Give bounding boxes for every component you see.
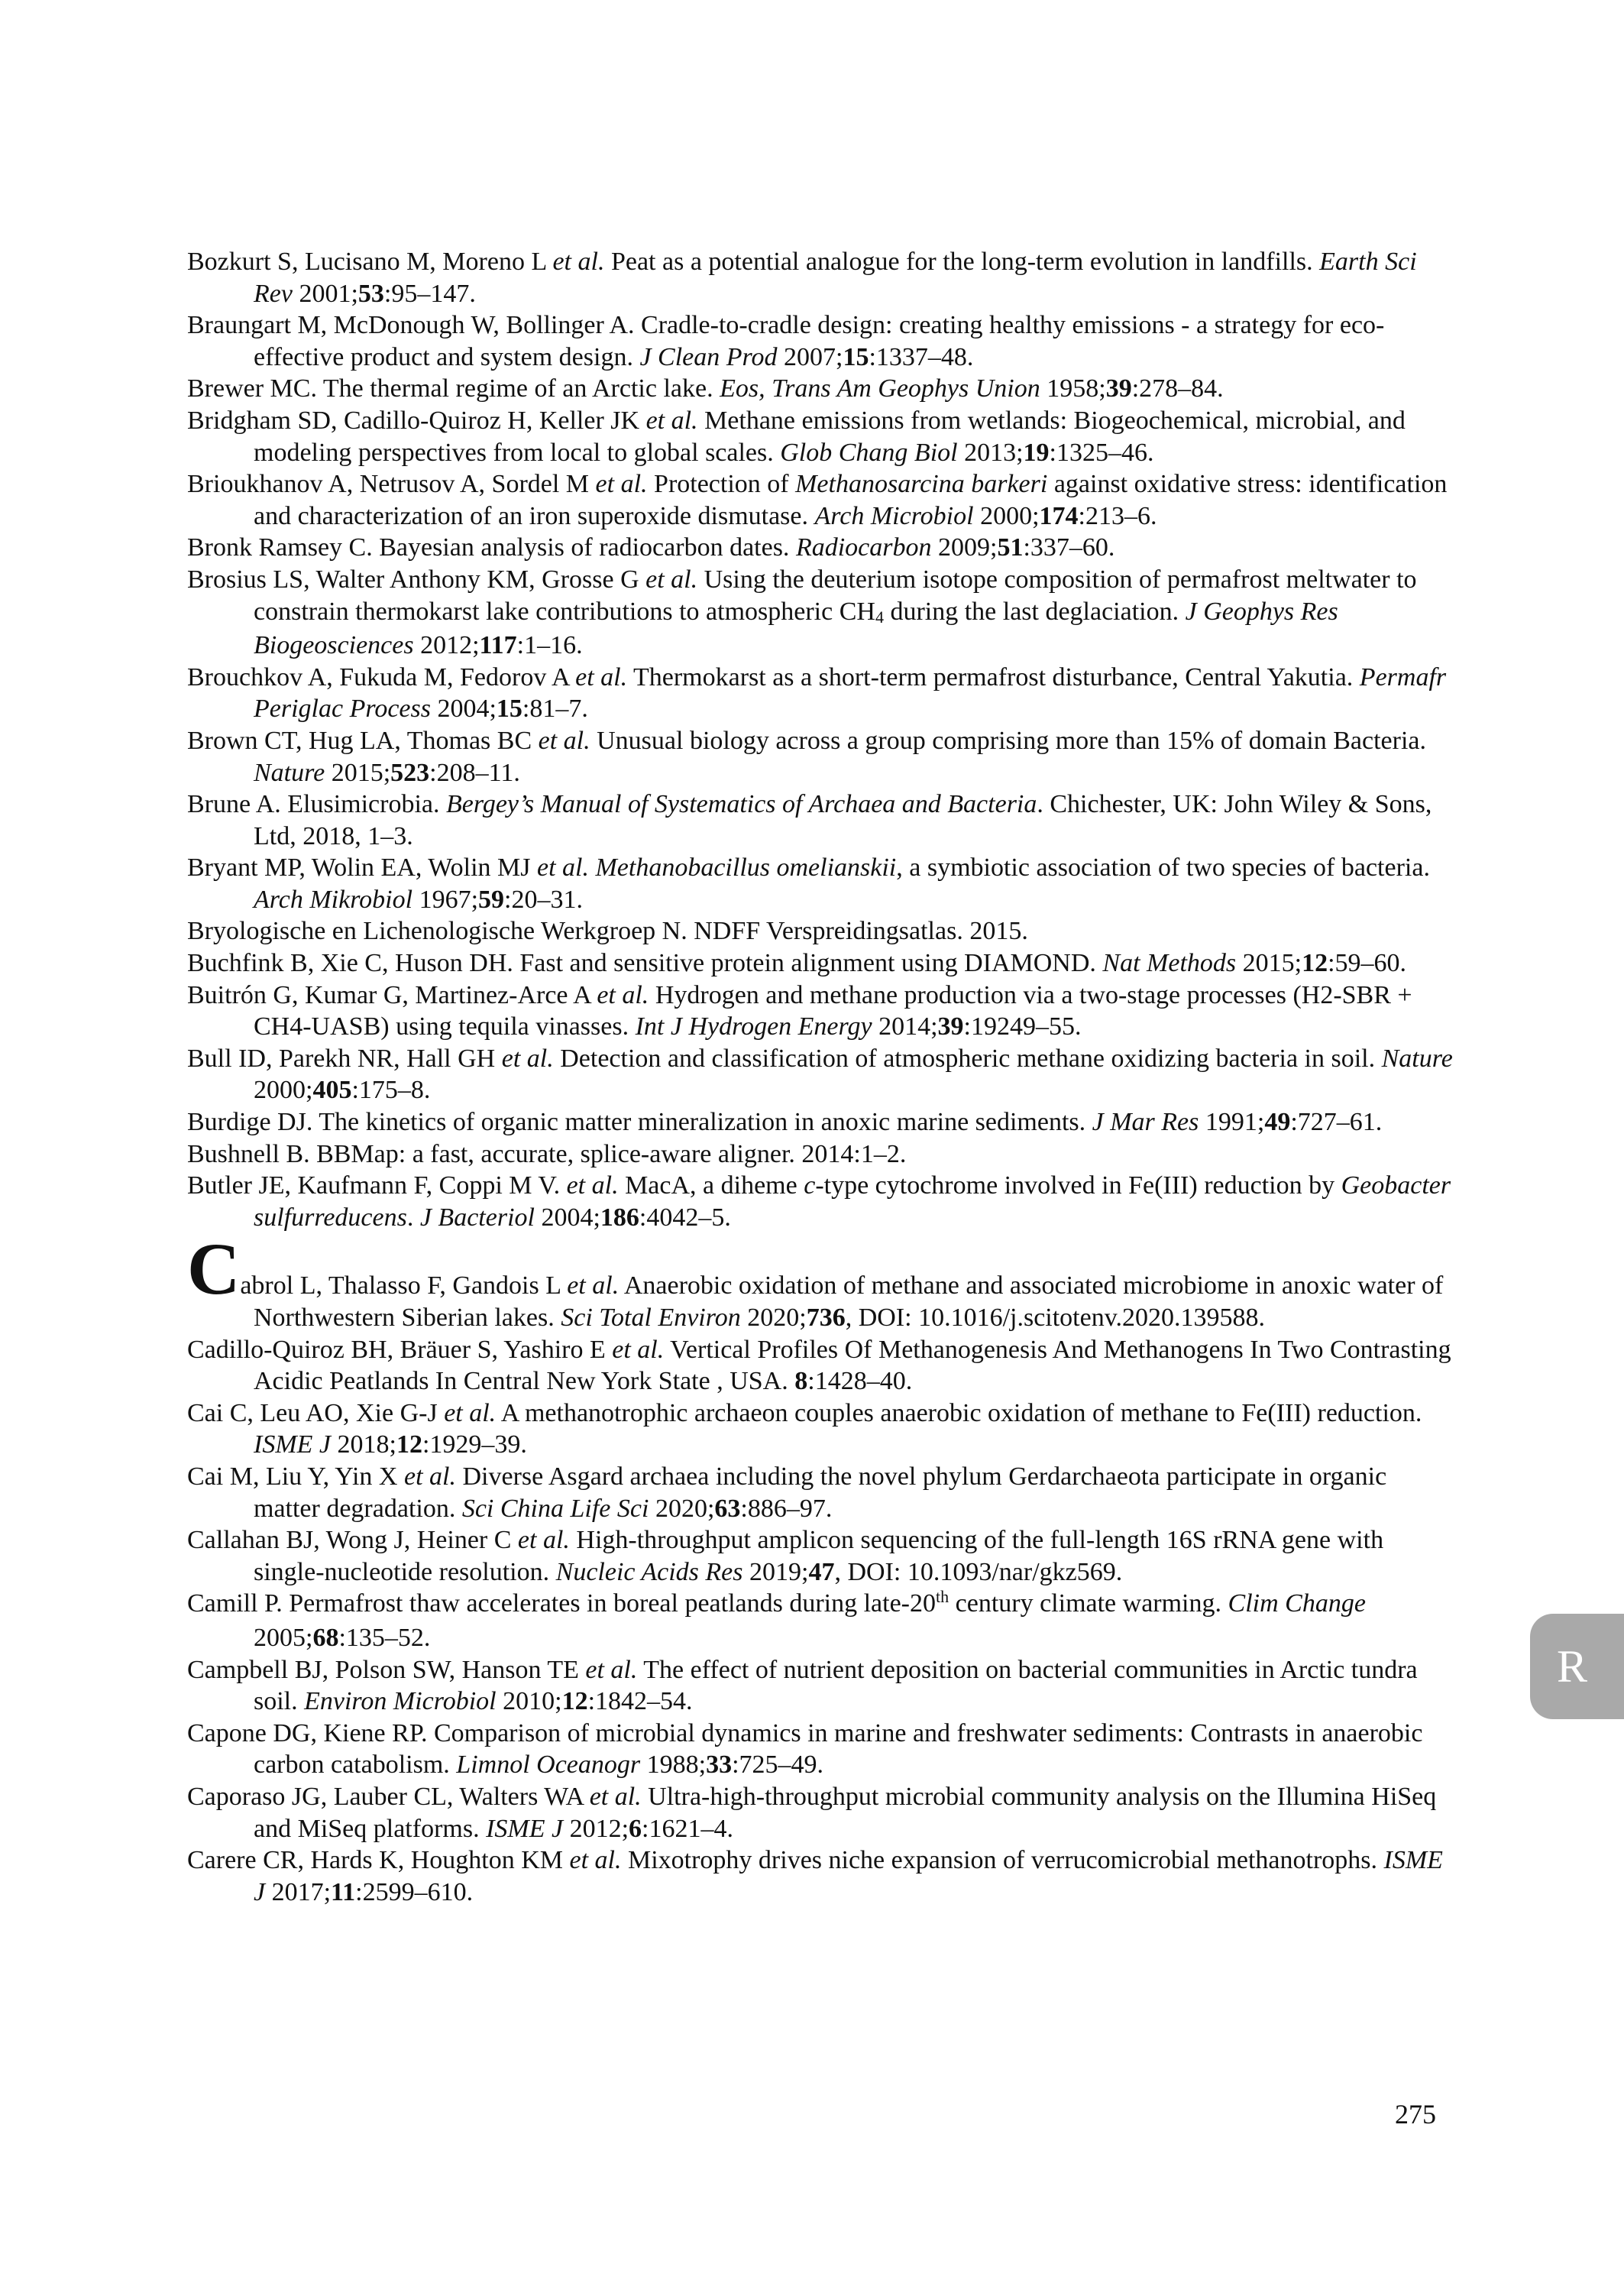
reference-text: 523: [390, 758, 430, 787]
reference-text: Unusual biology across a group comprising more than 15% of domain Bacteria.: [590, 726, 1426, 755]
reference-text: :59–60.: [1328, 949, 1407, 978]
reference-text: 1958;: [1040, 374, 1106, 403]
reference-entry: [187, 1334, 1455, 1397]
reference-text: 63: [714, 1494, 741, 1523]
reference-text: ISME J: [254, 1430, 332, 1459]
reference-text: et al.: [612, 1335, 665, 1364]
reference-text: Thermokarst as a short-term permafrost disturbance, Central Yakutia.: [627, 662, 1360, 691]
reference-text: Hydrogen and methane production via a two-stage processes (H2-SBR + CH4-UASB) using tequila vinasses.: [254, 980, 1412, 1041]
reference-text: Detection and classification of atmospheric methane oxidizing bacteria in soil.: [553, 1044, 1382, 1073]
reference-text: :208–11.: [429, 758, 520, 787]
reference-text: 12: [561, 1687, 588, 1716]
reference-entry: [187, 980, 1455, 1043]
reference-text: :1325–46.: [1049, 438, 1154, 467]
reference-text: A methanotrophic archaeon couples anaerobic oxidation of methane to Fe(III) reduction.: [496, 1398, 1422, 1427]
reference-text: Bushnell B. BBMap: a fast, accurate, splice-aware aligner. 2014:1–2.: [187, 1139, 907, 1168]
reference-text: Radiocarbon: [795, 533, 932, 562]
reference-text: et al.: [645, 406, 698, 435]
reference-text: , DOI: 10.1016/j.scitotenv.2020.139588.: [845, 1304, 1265, 1332]
reference-text: , DOI: 10.1093/nar/gkz569.: [834, 1557, 1123, 1586]
reference-text: 2009;: [931, 533, 998, 562]
reference-entry: [187, 309, 1455, 373]
reference-text: Carere CR, Hards K, Houghton KM: [187, 1846, 570, 1875]
reference-text: 59: [478, 885, 505, 914]
reference-text: Arch Microbiol: [814, 501, 974, 530]
reference-entry: [187, 1718, 1455, 1781]
reference-text: High-throughput amplicon sequencing of the full-length 16S rRNA gene with single-nucleotide resolution.: [254, 1526, 1384, 1586]
reference-text: :1428–40.: [807, 1367, 913, 1396]
reference-entry: [187, 1524, 1455, 1588]
reference-text: Eos, Trans Am Geophys Union: [720, 374, 1040, 403]
reference-text: J Bacteriol: [419, 1203, 535, 1232]
reference-text: C: [187, 1228, 241, 1310]
reference-text: :886–97.: [740, 1494, 833, 1523]
reference-text: 4: [875, 607, 884, 627]
reference-entry: [187, 564, 1455, 662]
reference-text: 2012;: [413, 631, 480, 660]
reference-text: 2020;: [740, 1304, 807, 1332]
reference-text: Bryant MP, Wolin EA, Wolin MJ: [187, 853, 537, 883]
reference-text: 33: [706, 1751, 733, 1780]
reference-entry: [187, 246, 1455, 309]
reference-text: 174: [1039, 501, 1079, 530]
reference-text: :2599–610.: [355, 1877, 474, 1906]
reference-text: 11: [331, 1877, 356, 1906]
reference-text: Geobacter sulfurreducens: [254, 1171, 1451, 1232]
reference-text: et al.: [501, 1044, 554, 1073]
reference-entry: [187, 1588, 1455, 1653]
reference-entry: [187, 1043, 1455, 1106]
reference-text: :20–31.: [504, 885, 583, 914]
reference-text: 2004;: [534, 1203, 600, 1232]
reference-text: th: [936, 1587, 949, 1607]
reference-text: Brouchkov A, Fukuda M, Fedorov A: [187, 662, 576, 691]
reference-list: [187, 246, 1455, 1908]
reference-entry: [187, 852, 1455, 915]
reference-text: et al.: [569, 1846, 622, 1875]
reference-text: et al.: [537, 853, 589, 883]
reference-text: 2018;: [331, 1430, 396, 1459]
reference-text: 2005;: [254, 1623, 313, 1652]
reference-entry: [187, 1781, 1455, 1844]
reference-entry: [187, 1844, 1455, 1908]
reference-text: 49: [1264, 1108, 1291, 1137]
reference-entry: [187, 1138, 1455, 1171]
reference-text: 15: [843, 342, 869, 371]
section-tab: [1530, 1614, 1624, 1719]
reference-text: Nature: [254, 758, 325, 787]
reference-text: Peat as a potential analogue for the long-term evolution in landfills.: [604, 248, 1320, 276]
reference-text: 68: [312, 1623, 339, 1652]
reference-text: 47: [808, 1557, 835, 1586]
reference-text: Braungart M, McDonough W, Bollinger A. Cradle-to-cradle design: creating healthy emissions - a strategy for eco-effective product and system design.: [187, 311, 1385, 371]
reference-text: Glob Chang Biol: [780, 438, 958, 467]
reference-entry: [187, 1170, 1455, 1233]
reference-text: Brewer MC. The thermal regime of an Arctic lake.: [187, 374, 720, 403]
reference-text: 51: [997, 533, 1024, 562]
reference-entry: [187, 532, 1455, 564]
reference-text: et al.: [404, 1462, 456, 1491]
reference-text: Nucleic Acids Res: [555, 1557, 743, 1586]
reference-entry: [187, 789, 1455, 852]
reference-entry: [187, 725, 1455, 789]
reference-text: Brune A. Elusimicrobia.: [187, 790, 447, 819]
reference-text: :1621–4.: [642, 1814, 733, 1843]
reference-text: J Clean Prod: [639, 342, 778, 371]
reference-text: Cadillo-Quiroz BH, Bräuer S, Yashiro E: [187, 1335, 613, 1364]
reference-text: et al.: [585, 1655, 638, 1684]
reference-text: :213–6.: [1078, 501, 1157, 530]
reference-text: . Chichester, UK: John Wiley & Sons, Ltd, 2018, 1–3.: [254, 790, 1432, 850]
reference-text: Sci Total Environ: [561, 1304, 741, 1332]
reference-text: Methanosarcina barkeri: [795, 470, 1048, 499]
reference-text: 2015;: [325, 758, 391, 787]
reference-text: :725–49.: [732, 1751, 824, 1780]
reference-text: Caporaso JG, Lauber CL, Walters WA: [187, 1782, 590, 1811]
reference-text: abrol L, Thalasso F, Gandois L: [240, 1271, 568, 1300]
reference-text: 186: [600, 1203, 639, 1232]
reference-text: :337–60.: [1023, 533, 1115, 562]
reference-text: Vertical Profiles Of Methanogenesis And Methanogens In Two Contrasting Acidic Peatlands In Central New York State , USA.: [254, 1335, 1451, 1396]
reference-text: et al.: [538, 726, 590, 755]
reference-text: Cai M, Liu Y, Yin X: [187, 1462, 404, 1491]
reference-text: 2004;: [430, 695, 497, 724]
reference-text: Capone DG, Kiene RP. Comparison of microbial dynamics in marine and freshwater sediments: Contrasts in anaerobic carbon catabolism.: [187, 1718, 1423, 1780]
reference-text: .: [406, 1203, 420, 1232]
reference-text: Clim Change: [1228, 1589, 1366, 1618]
reference-text: et al.: [645, 565, 698, 594]
reference-text: Brown CT, Hug LA, Thomas BC: [187, 726, 539, 755]
reference-text: 117: [479, 631, 517, 660]
reference-text: 2015;: [1236, 949, 1302, 978]
reference-text: Environ Microbiol: [304, 1687, 497, 1716]
reference-text: et al.: [566, 1171, 619, 1200]
reference-entry: [187, 1228, 1455, 1333]
reference-text: Bryologische en Lichenologische Werkgroep N. NDFF Verspreidingsatlas. 2015.: [187, 917, 1028, 946]
reference-text: MacA, a diheme: [618, 1171, 804, 1200]
reference-entry: [187, 662, 1455, 725]
reference-text: 736: [806, 1304, 846, 1332]
reference-entry: [187, 1106, 1455, 1138]
reference-text: 53: [357, 279, 384, 308]
reference-text: Earth Sci Rev: [254, 248, 1417, 308]
reference-text: Buchfink B, Xie C, Huson DH. Fast and sensitive protein alignment using DIAMOND.: [187, 949, 1103, 978]
reference-text: 1988;: [640, 1751, 707, 1780]
reference-text: et al.: [552, 248, 605, 276]
reference-text: against oxidative stress: identification and characterization of an iron superoxide dismutase.: [254, 470, 1448, 530]
reference-text: Anaerobic oxidation of methane and associated microbiome in anoxic water of Northwestern Siberian lakes.: [254, 1271, 1444, 1332]
reference-text: :135–52.: [338, 1623, 431, 1652]
reference-text: Campbell BJ, Polson SW, Hanson TE: [187, 1655, 586, 1684]
reference-text: Brosius LS, Walter Anthony KM, Grosse G: [187, 565, 646, 594]
reference-text: Arch Mikrobiol: [254, 885, 413, 914]
reference-text: Sci China Life Sci: [461, 1494, 649, 1523]
reference-text: century climate warming.: [949, 1589, 1228, 1618]
reference-text: 2017;: [265, 1877, 332, 1906]
reference-text: :81–7.: [522, 695, 588, 724]
reference-text: Nat Methods: [1102, 949, 1237, 978]
reference-text: Methane emissions from wetlands: Biogeochemical, microbial, and modeling perspectives from local to global scales.: [254, 406, 1406, 467]
reference-entry: [187, 1461, 1455, 1524]
reference-entry: [187, 1654, 1455, 1718]
reference-text: :4042–5.: [639, 1203, 731, 1232]
reference-text: The effect of nutrient deposition on bacterial communities in Arctic tundra soil.: [254, 1655, 1418, 1716]
reference-text: :19249–55.: [963, 1012, 1082, 1041]
reference-entry: [187, 1397, 1455, 1461]
reference-text: Bronk Ramsey C. Bayesian analysis of radiocarbon dates.: [187, 533, 796, 562]
reference-text: et al.: [517, 1526, 570, 1555]
reference-text: 39: [1105, 374, 1132, 403]
reference-text: et al.: [589, 1782, 642, 1811]
reference-text: 2014;: [872, 1012, 938, 1041]
reference-text: :1–16.: [516, 631, 583, 660]
reference-text: :175–8.: [351, 1076, 431, 1105]
reference-text: 1967;: [412, 885, 479, 914]
reference-text: :1929–39.: [422, 1430, 527, 1459]
reference-text: 2000;: [973, 501, 1040, 530]
reference-text: 8: [794, 1367, 808, 1396]
reference-text: J Mar Res: [1092, 1108, 1199, 1137]
reference-text: Nature: [1381, 1044, 1453, 1073]
reference-text: Cai C, Leu AO, Xie G-J: [187, 1398, 445, 1427]
reference-text: during the last deglaciation.: [883, 597, 1186, 626]
reference-text: 405: [312, 1076, 352, 1105]
reference-text: :278–84.: [1131, 374, 1224, 403]
reference-text: 2013;: [957, 438, 1024, 467]
reference-text: Burdige DJ. The kinetics of organic matter mineralization in anoxic marine sediments.: [187, 1108, 1092, 1137]
reference-text: J Geophys Res Biogeosciences: [254, 597, 1338, 660]
reference-text: 2010;: [496, 1687, 562, 1716]
reference-text: 15: [496, 695, 522, 724]
reference-entry: [187, 468, 1455, 532]
reference-text: :1337–48.: [869, 342, 974, 371]
page-number: 275: [1395, 2099, 1436, 2129]
reference-text: 2000;: [254, 1076, 313, 1105]
reference-text: :1842–54.: [587, 1687, 693, 1716]
reference-text: , a symbiotic association of two species of bacteria.: [896, 853, 1430, 883]
reference-text: 39: [937, 1012, 964, 1041]
reference-text: Diverse Asgard archaea including the novel phylum Gerdarchaeota participate in organic matter degradation.: [254, 1462, 1387, 1523]
section-tab-letter: R: [1557, 1640, 1588, 1692]
reference-text: :727–61.: [1290, 1108, 1383, 1137]
reference-text: 12: [1302, 949, 1328, 978]
reference-text: et al.: [595, 470, 648, 499]
reference-text: 19: [1023, 438, 1050, 467]
reference-entry: [187, 915, 1455, 947]
reference-text: et al.: [567, 1271, 620, 1300]
reference-text: Bull ID, Parekh NR, Hall GH: [187, 1044, 502, 1073]
reference-text: c: [804, 1171, 816, 1200]
reference-text: Permafr Periglac Process: [254, 662, 1447, 724]
reference-entry: [187, 373, 1455, 405]
reference-text: Methanobacillus omelianskii: [595, 853, 897, 883]
reference-entry: [187, 405, 1455, 468]
reference-text: Bridgham SD, Cadillo-Quiroz H, Keller JK: [187, 406, 646, 435]
reference-text: 2020;: [649, 1494, 715, 1523]
reference-text: 2001;: [292, 279, 358, 308]
reference-text: et al.: [575, 662, 628, 691]
reference-entry: [187, 947, 1455, 980]
section-gap: [187, 1233, 1455, 1253]
reference-text: Butler JE, Kaufmann F, Coppi M V.: [187, 1171, 567, 1200]
reference-text: Using the deuterium isotope composition of permafrost meltwater to constrain thermokarst lake contributions to atmospheric CH: [254, 565, 1417, 626]
reference-text: Bergey’s Manual of Systematics of Archaea and Bacteria: [446, 790, 1037, 819]
reference-text: 2012;: [563, 1814, 629, 1843]
reference-text: ISME J: [486, 1814, 564, 1843]
reference-text: Ultra-high-throughput microbial community analysis on the Illumina HiSeq and MiSeq platforms.: [254, 1782, 1437, 1843]
reference-text: Callahan BJ, Wong J, Heiner C: [187, 1526, 518, 1555]
reference-text: et al.: [597, 980, 649, 1009]
reference-text: Bozkurt S, Lucisano M, Moreno L: [187, 248, 553, 276]
reference-text: Limnol Oceanogr: [456, 1751, 641, 1780]
reference-text: Camill P. Permafrost thaw accelerates in boreal peatlands during late-20: [187, 1589, 937, 1618]
reference-text: -type cytochrome involved in Fe(III) reduction by: [815, 1171, 1341, 1200]
reference-text: Int J Hydrogen Energy: [635, 1012, 872, 1041]
reference-text: 12: [396, 1430, 422, 1459]
reference-text: :95–147.: [383, 279, 476, 308]
reference-text: Mixotrophy drives niche expansion of verrucomicrobial methanotrophs.: [621, 1846, 1384, 1875]
reference-text: 6: [629, 1814, 642, 1843]
reference-text: et al.: [444, 1398, 497, 1427]
reference-text: Buitrón G, Kumar G, Martinez-Arce A: [187, 980, 597, 1009]
reference-text: Brioukhanov A, Netrusov A, Sordel M: [187, 470, 596, 499]
reference-text: 1991;: [1199, 1108, 1265, 1137]
reference-text: 2007;: [777, 342, 843, 371]
reference-text: ISME J: [254, 1846, 1443, 1906]
reference-text: Protection of: [647, 470, 796, 499]
reference-text: 2019;: [742, 1557, 809, 1586]
